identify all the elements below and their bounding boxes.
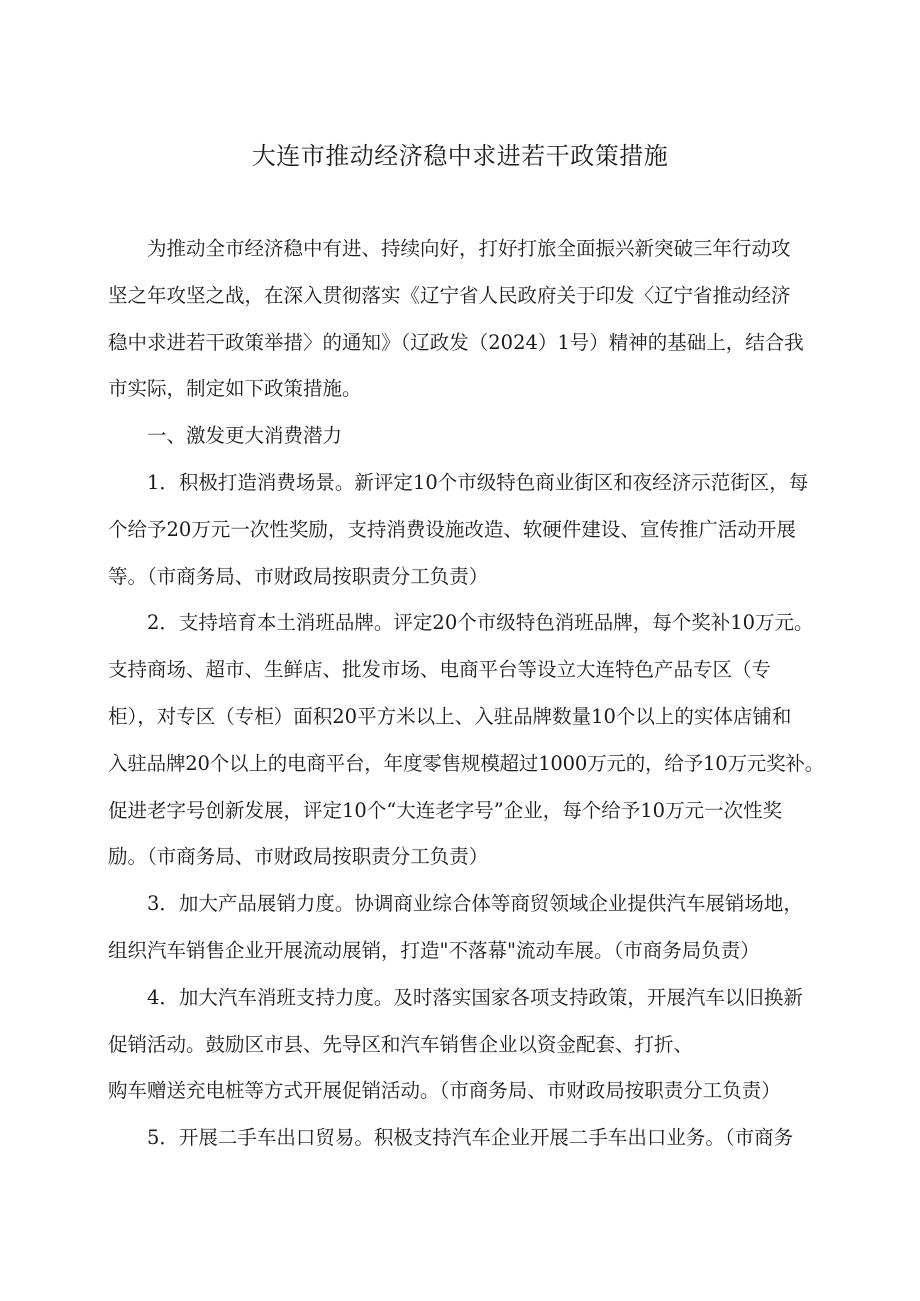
text-line: 3．加大产品展销力度。协调商业综合体等商贸领域企业提供汽车展销场地， <box>147 892 803 916</box>
text-line: 2．支持培育本土消班品牌。评定20个市级特色消班品牌，每个奖补10万元。 <box>147 611 814 635</box>
text-line: 稳中求进若干政策举措〉的通知》（辽政发（2024）1号）精神的基础上，结合我 <box>108 330 804 354</box>
text-line: 购车赠送充电桩等方式开展促销活动。（市商务局、市财政局按职责分工负责） <box>108 1079 781 1103</box>
document-title: 大连市推动经济稳中求进若干政策措施 <box>251 142 669 170</box>
text-line: 组织汽车销售企业开展流动展销，打造"不落幕"流动车展。（市商务局负责） <box>108 938 760 962</box>
document-body <box>108 226 824 1162</box>
item-1-paragraph <box>108 460 824 600</box>
text-line: 市实际，制定如下政策措施。 <box>108 377 362 401</box>
text-line: 1．积极打造消费场景。新评定10个市级特色商业街区和夜经济示范街区，每 <box>147 470 809 494</box>
text-line: 一、激发更大消费潜力 <box>147 424 343 448</box>
item-2-paragraph <box>108 600 824 881</box>
text-line: 入驻品牌20个以上的电商平台，年度零售规模超过1000万元的，给予10万元奖补。 <box>108 751 825 775</box>
text-line: 励。（市商务局、市财政局按职责分工负责） <box>108 845 489 869</box>
section-heading <box>108 413 824 460</box>
text-line: 个给予20万元一次性奖励，支持消费设施改造、软硬件建设、宣传推广活动开展 <box>108 517 796 541</box>
item-5-paragraph <box>108 1115 824 1162</box>
text-line: 4．加大汽车消班支持力度。及时落实国家各项支持政策，开展汽车以旧换新 <box>147 985 803 1009</box>
intro-paragraph <box>108 226 824 413</box>
item-4-paragraph <box>108 975 824 1115</box>
item-3-paragraph <box>108 881 824 975</box>
text-line: 促销活动。鼓励区市县、先导区和汽车销售企业以资金配套、打折、 <box>108 1032 694 1056</box>
text-line: 5．开展二手车出口贸易。积极支持汽车企业开展二手车出口业务。（市商务 <box>147 1126 794 1150</box>
text-line: 支持商场、超市、生鲜店、批发市场、电商平台等设立大连特色产品专区（专 <box>108 658 772 682</box>
text-line: 坚之年攻坚之战，在深入贯彻落实《辽宁省人民政府关于印发〈辽宁省推动经济 <box>108 283 791 307</box>
text-line: 等。（市商务局、市财政局按职责分工负责） <box>108 564 489 588</box>
text-line: 柜），对专区（专柜）面积20平方米以上、入驻品牌数量10个以上的实体店铺和 <box>108 704 792 728</box>
text-line: 促进老字号创新发展，评定10个“大连老字号”企业，每个给予10万元一次性奖 <box>108 798 783 822</box>
text-line: 为推动全市经济稳中有进、持续向好，打好打旅全面振兴新突破三年行动攻 <box>147 237 791 260</box>
